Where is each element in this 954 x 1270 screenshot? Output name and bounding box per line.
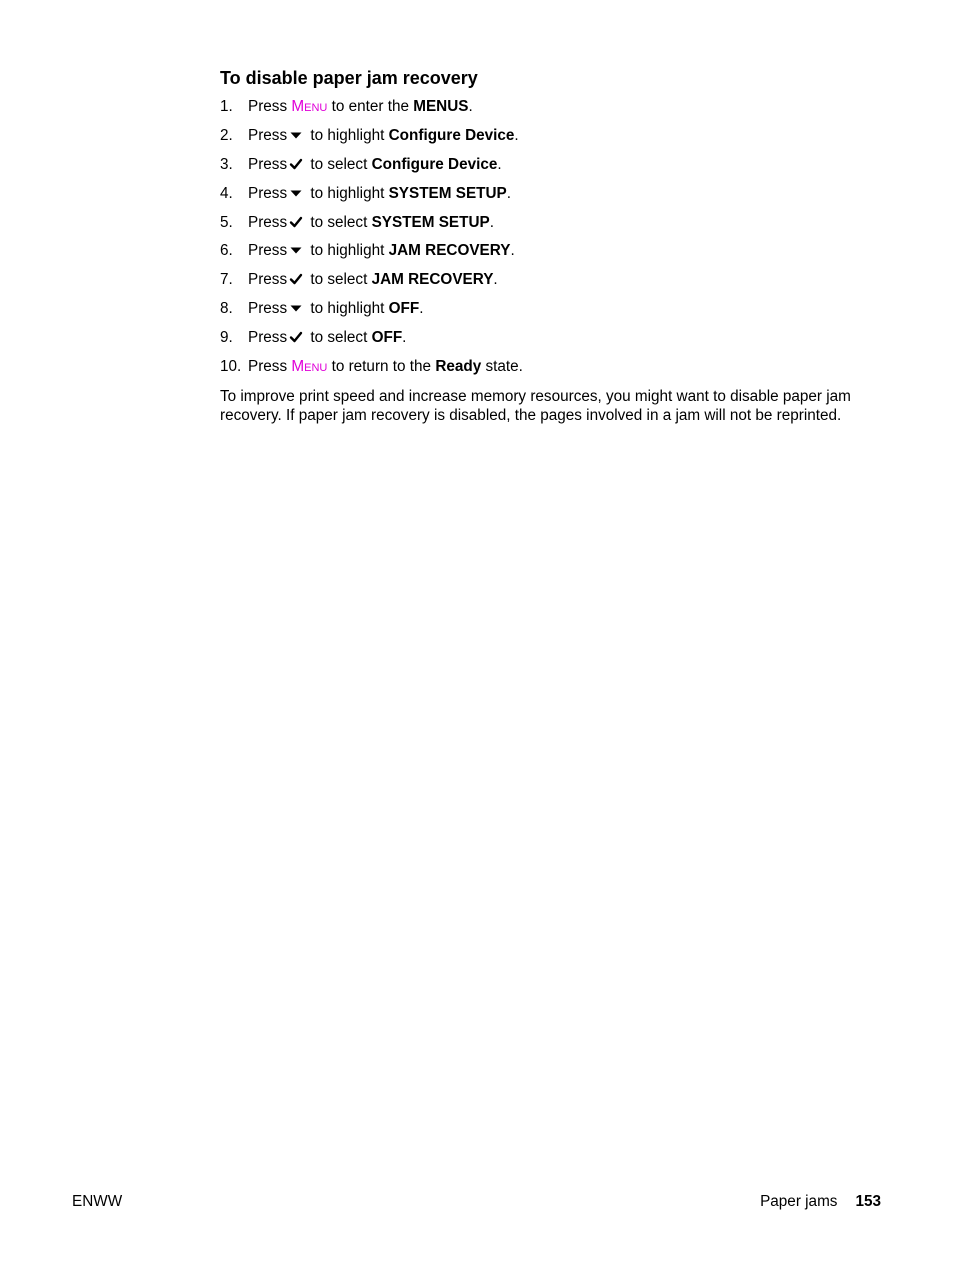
footer-left: ENWW xyxy=(72,1193,123,1210)
step-target: OFF xyxy=(371,329,403,347)
checkmark-icon xyxy=(289,215,303,229)
step-text: . xyxy=(514,126,519,144)
step-number: 8. xyxy=(220,300,233,318)
section-heading: To disable paper jam recovery xyxy=(220,68,478,88)
step-text: Press xyxy=(248,358,288,376)
menu-key: Menu xyxy=(291,358,328,376)
step-text: . xyxy=(468,98,473,115)
step-text: . xyxy=(506,184,512,202)
step-text: to enter the xyxy=(331,98,409,115)
step-number: 4. xyxy=(220,184,233,202)
step-text: to highlight xyxy=(310,184,385,202)
step-target: JAM RECOVERY xyxy=(388,242,511,260)
step-text: to return to the xyxy=(331,358,432,376)
step-text: to select xyxy=(310,213,368,231)
step-number: 6. xyxy=(220,242,233,260)
step-number: 2. xyxy=(220,126,233,144)
step-text: . xyxy=(510,242,515,260)
step-text: Press xyxy=(248,184,288,202)
body-paragraph: To improve print speed and increase memory resources, you might want to disable paper jam recovery. If paper jam recovery is disabled, the pages involved in a jam will not be reprinted. xyxy=(220,388,851,424)
down-arrow-icon xyxy=(289,301,303,315)
step-text: to highlight xyxy=(310,126,385,144)
step-text: Press xyxy=(248,329,288,347)
step-text: to select xyxy=(310,155,368,173)
step-text: . xyxy=(402,329,407,347)
checkmark-icon xyxy=(289,330,303,344)
step-text: Press xyxy=(248,271,288,289)
menu-key: Menu xyxy=(291,98,328,115)
step-text: . xyxy=(489,213,494,231)
step-target: Configure Device xyxy=(371,155,498,173)
step-target: Ready xyxy=(435,358,482,376)
step-number: 1. xyxy=(220,98,233,115)
step-text: Press xyxy=(248,300,288,318)
footer-right xyxy=(760,1192,881,1212)
step-number: 5. xyxy=(220,213,233,231)
step-text: Press xyxy=(248,213,288,231)
step-text: to highlight xyxy=(310,242,385,260)
step-text: . xyxy=(493,271,498,289)
step-text: Press xyxy=(248,155,288,173)
checkmark-icon xyxy=(289,157,303,171)
checkmark-icon xyxy=(289,272,303,286)
step-text: . xyxy=(497,155,502,173)
step-text: Press xyxy=(248,126,288,144)
step-text: to select xyxy=(310,329,368,347)
footer-section: Paper jams xyxy=(760,1193,838,1210)
step-target: MENUS xyxy=(413,98,469,115)
step-text: to highlight xyxy=(310,300,385,318)
down-arrow-icon xyxy=(289,186,303,200)
down-arrow-icon xyxy=(289,243,303,257)
step-number: 10. xyxy=(220,358,242,376)
step-number: 9. xyxy=(220,329,233,347)
step-text: . xyxy=(419,300,424,318)
step-target: SYSTEM SETUP xyxy=(388,184,507,202)
step-target: SYSTEM SETUP xyxy=(371,213,490,231)
page-number: 153 xyxy=(855,1193,881,1210)
step-text: state. xyxy=(485,358,523,376)
step-target: OFF xyxy=(388,300,420,318)
step-text: Press xyxy=(248,242,288,260)
step-number: 3. xyxy=(220,155,233,173)
step-target: JAM RECOVERY xyxy=(371,271,494,289)
step-text: to select xyxy=(310,271,368,289)
step-text: Press xyxy=(248,98,288,115)
step-number: 7. xyxy=(220,271,233,289)
step-target: Configure Device xyxy=(388,126,515,144)
down-arrow-icon xyxy=(289,128,303,142)
